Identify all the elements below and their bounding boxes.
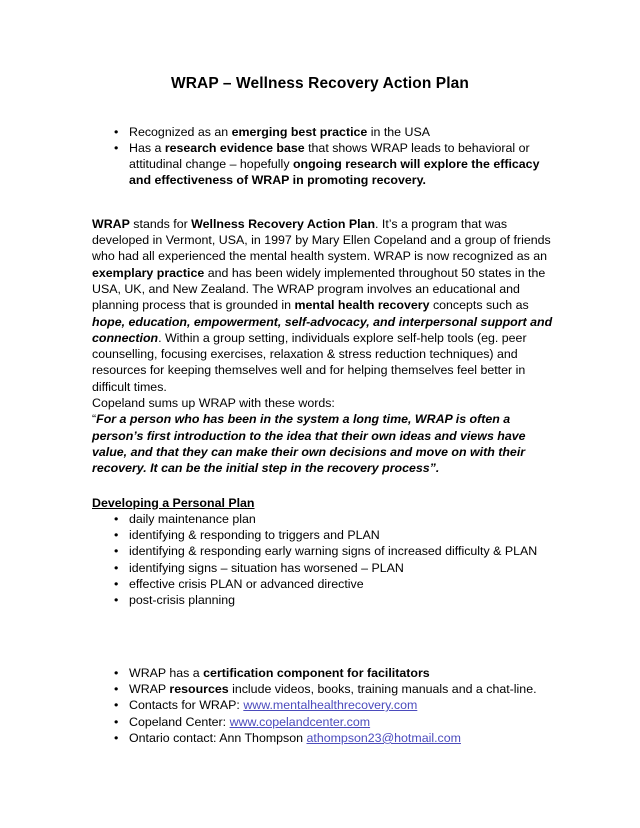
paragraph-emphasis-concepts: hope, education, empowerment, self-advocacy, and interpersonal support and connection xyxy=(92,314,553,345)
paragraph-text: and has been widely implemented throughout 50 states in the USA, UK, and New Zealand. The WRAP program involves an educational and planning process that is grounded in xyxy=(92,265,546,313)
intro_bullets-item xyxy=(92,140,558,189)
resources_bullets-link[interactable]: athompson23@hotmail.com xyxy=(306,730,461,745)
quote-open-mark: “ xyxy=(92,412,97,427)
resources_bullets-text: Contacts for WRAP: xyxy=(129,698,244,713)
intro-bullet-list xyxy=(92,124,558,189)
plan-bullet-list xyxy=(92,511,558,609)
paragraph-wrap-overview xyxy=(92,216,558,395)
plan-section xyxy=(92,495,558,609)
plan-bullet-item: • daily maintenance plan xyxy=(92,511,558,527)
resources_bullets-item xyxy=(92,697,558,713)
plan-bullet-item: • identifying & responding to triggers and PLAN xyxy=(92,527,558,543)
resources_bullets-link[interactable]: www.copelandcenter.com xyxy=(229,714,371,729)
resources_bullets-text: WRAP has a xyxy=(129,665,204,680)
paragraph-bold-mental-health-recovery: mental health recovery xyxy=(294,298,430,313)
resources_bullets-item xyxy=(92,681,558,697)
plan-section-heading-wrap xyxy=(92,495,558,511)
paragraph-bold-exemplary: exemplary practice xyxy=(92,265,205,280)
paragraph-text: stands for xyxy=(129,216,192,231)
plan-bullet-item: • post-crisis planning xyxy=(92,592,558,608)
paragraph-copeland-intro: Copeland sums up WRAP with these words: xyxy=(92,396,335,411)
resources_bullets-text: Copeland Center: xyxy=(129,714,230,729)
resources_bullets-emphasis: resources xyxy=(169,681,229,696)
intro_bullets-text: Recognized as an xyxy=(129,124,232,139)
plan-bullet-item: • effective crisis PLAN or advanced directive xyxy=(92,576,558,592)
intro_bullets-text: that shows WRAP leads to behavioral or attitudinal change – hopefully xyxy=(129,140,530,172)
resources_bullets-text: WRAP xyxy=(129,681,170,696)
paragraph-text: . Within a group setting, individuals explore self-help tools (eg. peer counselling, focusing exercises, relaxation & stress reduction techniques) and resources for keeping themselves well and for helping themselves feel better in difficult times. xyxy=(92,330,527,394)
resources_bullets-emphasis: certification component for facilitators xyxy=(203,665,430,680)
resources_bullets-item xyxy=(92,714,558,730)
resources-bullet-list xyxy=(92,665,558,746)
paragraph-text: . It’s a program that was developed in Vermont, USA, in 1997 by Mary Ellen Copeland and a group of friends who had all experienced the mental health system. WRAP is now recognized as an xyxy=(92,216,551,264)
paragraph-copeland-quote xyxy=(92,411,558,476)
spacer xyxy=(92,477,558,495)
paragraph-bold-fullname: Wellness Recovery Action Plan xyxy=(191,216,376,231)
quote-body: For a person who has been in the system a long time, WRAP is often a person’s first introduction to the idea that their own ideas and views have value, and that they can make their own decisions and move on with their recovery. It can be the initial step in the recovery process”. xyxy=(92,412,526,476)
resources_bullets-item xyxy=(92,730,558,746)
spacer xyxy=(92,94,558,124)
plan-bullet-item: • identifying signs – situation has worsened – PLAN xyxy=(92,560,558,576)
plan-section-heading: Developing a Personal Plan xyxy=(92,495,255,510)
intro_bullets-emphasis: research evidence base xyxy=(164,140,305,155)
paragraph-bold-wrap: WRAP xyxy=(92,216,130,231)
intro_bullets-emphasis: emerging best practice xyxy=(231,124,368,139)
page-title: WRAP – Wellness Recovery Action Plan xyxy=(171,75,469,92)
resources_bullets-item xyxy=(92,665,558,681)
intro_bullets-emphasis: ongoing research will explore the efficacy and effectiveness of WRAP in promoting recovery. xyxy=(129,157,540,188)
resources_bullets-link[interactable]: www.mentalhealthrecovery.com xyxy=(243,698,418,713)
document-content xyxy=(0,94,640,747)
spacer xyxy=(92,189,558,216)
intro_bullets-text: in the USA xyxy=(367,124,430,139)
intro_bullets-item xyxy=(92,124,558,140)
plan-bullet-item: • identifying & responding early warning signs of increased difficulty & PLAN xyxy=(92,543,558,559)
resources_bullets-text: Ontario contact: Ann Thompson xyxy=(129,730,307,745)
paragraph-text: concepts such as xyxy=(429,298,529,313)
intro_bullets-text: Has a xyxy=(129,140,165,155)
resources_bullets-text: include videos, books, training manuals and a chat-line. xyxy=(228,681,537,696)
spacer xyxy=(92,609,558,665)
